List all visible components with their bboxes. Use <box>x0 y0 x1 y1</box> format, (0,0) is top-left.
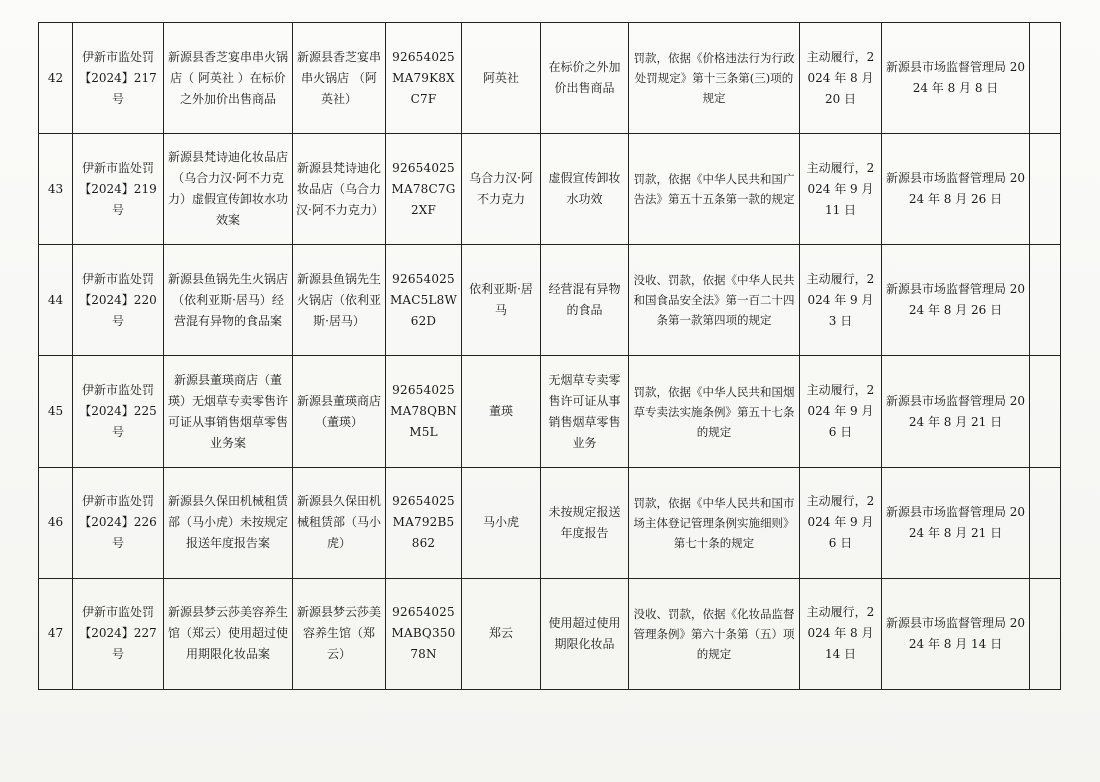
remark <box>1030 356 1061 467</box>
legal-representative: 郑云 <box>462 578 541 689</box>
table-row <box>39 356 1061 467</box>
record-number: 42 <box>39 23 73 134</box>
party-name: 新源县久保田机械租赁部（马小虎） <box>293 467 386 578</box>
penalty-records-table <box>38 22 1061 690</box>
authority-and-date: 新源县市场监督管理局 2024 年 8 月 14 日 <box>882 578 1030 689</box>
penalty-basis: 没收、罚款，依据《化妆品监督管理条例》第六十条第（五）项的规定 <box>629 578 800 689</box>
violation-description: 无烟草专卖零售许可证从事销售烟草零售业务 <box>541 356 629 467</box>
party-name: 新源县鱼锅先生火锅店（依利亚斯·居马） <box>293 245 386 356</box>
record-number: 44 <box>39 245 73 356</box>
table-row <box>39 467 1061 578</box>
authority-and-date: 新源县市场监督管理局 2024 年 8 月 21 日 <box>882 467 1030 578</box>
legal-representative: 董瑛 <box>462 356 541 467</box>
legal-representative: 阿英社 <box>462 23 541 134</box>
penalty-basis: 罚款，依据《价格违法行为行政处罚规定》第十三条第(三)项的规定 <box>629 23 800 134</box>
legal-representative: 马小虎 <box>462 467 541 578</box>
performance-status: 主动履行，2024 年 9 月 6 日 <box>800 356 882 467</box>
record-number: 45 <box>39 356 73 467</box>
performance-status: 主动履行，2024 年 8 月 20 日 <box>800 23 882 134</box>
authority-and-date: 新源县市场监督管理局 2024 年 8 月 21 日 <box>882 356 1030 467</box>
decision-document-number: 伊新市监处罚【2024】226 号 <box>73 467 164 578</box>
authority-and-date: 新源县市场监督管理局 2024 年 8 月 26 日 <box>882 245 1030 356</box>
authority-and-date: 新源县市场监督管理局 2024 年 8 月 26 日 <box>882 134 1030 245</box>
case-name: 新源县梵诗迪化妆品店（乌合力汉·阿不力克力）虚假宣传卸妆水功效案 <box>164 134 293 245</box>
remark <box>1030 578 1061 689</box>
violation-description: 未按规定报送年度报告 <box>541 467 629 578</box>
violation-description: 经营混有异物的食品 <box>541 245 629 356</box>
record-number: 47 <box>39 578 73 689</box>
table-row <box>39 578 1061 689</box>
violation-description: 在标价之外加价出售商品 <box>541 23 629 134</box>
legal-representative: 依利亚斯·居马 <box>462 245 541 356</box>
credit-code: 92654025MA792B5862 <box>386 467 462 578</box>
table-row <box>39 23 1061 134</box>
credit-code: 92654025MA79K8XC7F <box>386 23 462 134</box>
decision-document-number: 伊新市监处罚【2024】219 号 <box>73 134 164 245</box>
credit-code: 92654025MAC5L8W62D <box>386 245 462 356</box>
table-row <box>39 134 1061 245</box>
record-number: 43 <box>39 134 73 245</box>
credit-code: 92654025MA78QBNM5L <box>386 356 462 467</box>
party-name: 新源县梦云莎美容养生馆（郑云） <box>293 578 386 689</box>
performance-status: 主动履行，2024 年 9 月 3 日 <box>800 245 882 356</box>
decision-document-number: 伊新市监处罚【2024】220 号 <box>73 245 164 356</box>
table-body <box>39 23 1061 690</box>
penalty-basis: 罚款，依据《中华人民共和国广告法》第五十五条第一款的规定 <box>629 134 800 245</box>
table-row <box>39 245 1061 356</box>
case-name: 新源县久保田机械租赁部（马小虎）未按规定报送年度报告案 <box>164 467 293 578</box>
performance-status: 主动履行，2024 年 8 月 14 日 <box>800 578 882 689</box>
decision-document-number: 伊新市监处罚【2024】225 号 <box>73 356 164 467</box>
remark <box>1030 134 1061 245</box>
violation-description: 使用超过使用期限化妆品 <box>541 578 629 689</box>
remark <box>1030 467 1061 578</box>
penalty-basis: 罚款，依据《中华人民共和国市场主体登记管理条例实施细则》第七十条的规定 <box>629 467 800 578</box>
performance-status: 主动履行，2024 年 9 月 11 日 <box>800 134 882 245</box>
record-number: 46 <box>39 467 73 578</box>
party-name: 新源县梵诗迪化妆品店（乌合力汉·阿不力克力） <box>293 134 386 245</box>
remark <box>1030 245 1061 356</box>
credit-code: 92654025MA78C7G2XF <box>386 134 462 245</box>
authority-and-date: 新源县市场监督管理局 2024 年 8 月 8 日 <box>882 23 1030 134</box>
case-name: 新源县香芝宴串串火锅店（ 阿英社 ）在标价之外加价出售商品 <box>164 23 293 134</box>
case-name: 新源县董瑛商店（董瑛）无烟草专卖零售许可证从事销售烟草零售业务案 <box>164 356 293 467</box>
decision-document-number: 伊新市监处罚【2024】217 号 <box>73 23 164 134</box>
credit-code: 92654025MABQ35078N <box>386 578 462 689</box>
penalty-basis: 没收、罚款，依据《中华人民共和国食品安全法》第一百二十四条第一款第四项的规定 <box>629 245 800 356</box>
party-name: 新源县董瑛商店（董瑛） <box>293 356 386 467</box>
decision-document-number: 伊新市监处罚【2024】227 号 <box>73 578 164 689</box>
penalty-basis: 罚款，依据《中华人民共和国烟草专卖法实施条例》第五十七条的规定 <box>629 356 800 467</box>
party-name: 新源县香芝宴串串火锅店 （阿英社） <box>293 23 386 134</box>
remark <box>1030 23 1061 134</box>
legal-representative: 乌合力汉·阿不力克力 <box>462 134 541 245</box>
case-name: 新源县鱼锅先生火锅店（依利亚斯·居马）经营混有异物的食品案 <box>164 245 293 356</box>
case-name: 新源县梦云莎美容养生馆（郑云）使用超过使用期限化妆品案 <box>164 578 293 689</box>
violation-description: 虚假宣传卸妆水功效 <box>541 134 629 245</box>
performance-status: 主动履行，2024 年 9 月 6 日 <box>800 467 882 578</box>
